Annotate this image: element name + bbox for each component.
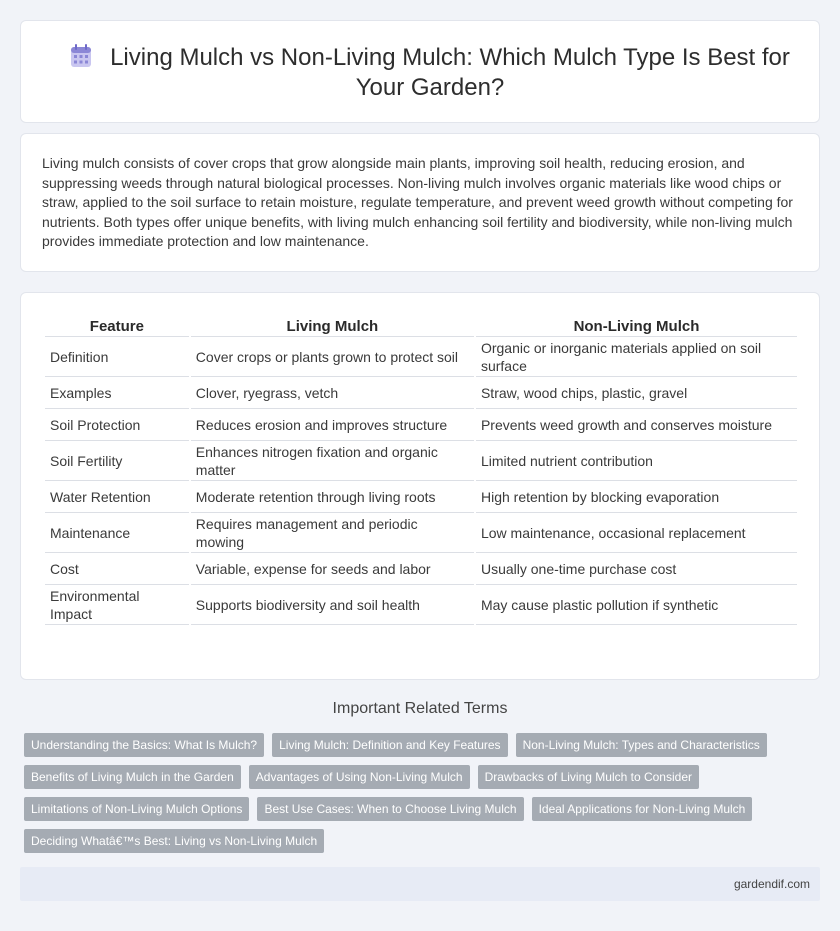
row-living: Cover crops or plants grown to protect soil	[191, 337, 474, 377]
table-row	[45, 409, 797, 441]
row-non-living: Low maintenance, occasional replacement	[476, 513, 797, 553]
header-living-mulch: Living Mulch	[191, 317, 474, 337]
comparison-table	[43, 317, 799, 625]
page-title: Living Mulch vs Non-Living Mulch: Which Mulch Type Is Best for Your Garden?	[110, 44, 790, 101]
table-header-row	[45, 317, 797, 337]
table-row	[45, 553, 797, 585]
calendar-icon	[70, 44, 92, 68]
related-term-link[interactable]: Non-Living Mulch: Types and Characteristics	[516, 733, 767, 757]
table-row	[45, 337, 797, 377]
related-terms-list	[24, 733, 804, 853]
summary-text: Living mulch consists of cover crops that grow alongside main plants, improving soil health, reducing erosion, and suppressing weeds through natural biological processes. Non-living mulch involves organic materials like wood chips or straw, applied to the soil surface to retain moisture, regulate temperature, and prevent weed growth without competing for nutrients. Both types offer unique benefits, with living mulch enhancing soil fertility and biodiversity, while non-living mulch provides immediate protection and low maintenance.	[42, 155, 793, 249]
table-row	[45, 513, 797, 553]
table-row	[45, 441, 797, 481]
row-feature: Cost	[45, 553, 189, 585]
row-feature: Water Retention	[45, 481, 189, 513]
related-term-link[interactable]: Drawbacks of Living Mulch to Consider	[478, 765, 699, 789]
table-row	[45, 481, 797, 513]
row-feature: Environmental Impact	[45, 585, 189, 625]
row-living: Variable, expense for seeds and labor	[191, 553, 474, 585]
related-term-link[interactable]: Limitations of Non-Living Mulch Options	[24, 797, 249, 821]
row-non-living: Prevents weed growth and conserves moisture	[476, 409, 797, 441]
footer-site-name[interactable]: gardendif.com	[733, 877, 810, 891]
summary-card	[20, 133, 820, 272]
footer	[20, 867, 820, 901]
header-non-living-mulch: Non-Living Mulch	[476, 317, 797, 337]
header-feature: Feature	[45, 317, 189, 337]
related-term-link[interactable]: Advantages of Using Non-Living Mulch	[249, 765, 470, 789]
related-term-link[interactable]: Living Mulch: Definition and Key Features	[272, 733, 507, 757]
row-non-living: Organic or inorganic materials applied on soil surface	[476, 337, 797, 377]
title-card	[20, 20, 820, 123]
row-living: Enhances nitrogen fixation and organic matter	[191, 441, 474, 481]
related-term-link[interactable]: Ideal Applications for Non-Living Mulch	[532, 797, 753, 821]
comparison-table-card	[20, 292, 820, 680]
row-living: Supports biodiversity and soil health	[191, 585, 474, 625]
row-living: Moderate retention through living roots	[191, 481, 474, 513]
row-non-living: May cause plastic pollution if synthetic	[476, 585, 797, 625]
table-row	[45, 585, 797, 625]
row-non-living: Limited nutrient contribution	[476, 441, 797, 481]
row-living: Requires management and periodic mowing	[191, 513, 474, 553]
row-feature: Soil Protection	[45, 409, 189, 441]
row-living: Reduces erosion and improves structure	[191, 409, 474, 441]
row-non-living: Straw, wood chips, plastic, gravel	[476, 377, 797, 409]
related-term-link[interactable]: Best Use Cases: When to Choose Living Mulch	[257, 797, 523, 821]
related-term-link[interactable]: Deciding Whatâ€™s Best: Living vs Non-Living Mulch	[24, 829, 324, 853]
table-row	[45, 377, 797, 409]
row-feature: Definition	[45, 337, 189, 377]
row-feature: Examples	[45, 377, 189, 409]
page-title-wrap	[61, 43, 799, 103]
row-non-living: High retention by blocking evaporation	[476, 481, 797, 513]
row-non-living: Usually one-time purchase cost	[476, 553, 797, 585]
row-living: Clover, ryegrass, vetch	[191, 377, 474, 409]
related-term-link[interactable]: Understanding the Basics: What Is Mulch?	[24, 733, 264, 757]
related-terms-heading: Important Related Terms	[332, 700, 508, 717]
related-term-link[interactable]: Benefits of Living Mulch in the Garden	[24, 765, 241, 789]
row-feature: Maintenance	[45, 513, 189, 553]
row-feature: Soil Fertility	[45, 441, 189, 481]
